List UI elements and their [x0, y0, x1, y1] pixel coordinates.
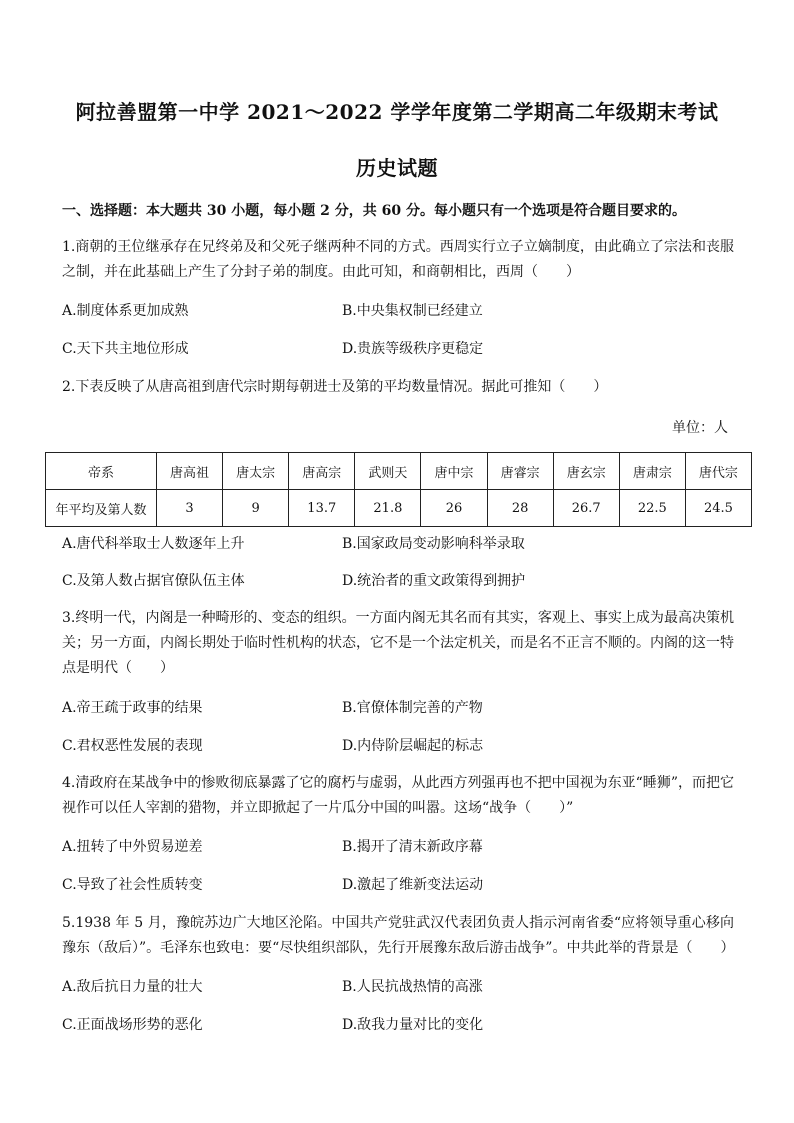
question-3-stem: 3.终明一代，内阁是一种畸形的、变态的组织。一方面内阁无其名而有其实，客观上、事实上成为最高决策机关；另一方面，内阁长期处于临时性机构的状态，它不是一个法定机关，而是名不正言不顺的。内阁的这一特点是明代（ ） [62, 610, 734, 676]
table-emperor-cell: 唐代宗 [685, 453, 751, 490]
table-emperor-cell: 唐肃宗 [619, 453, 685, 490]
table-header-label: 帝系 [46, 453, 157, 490]
question-4-option-c: C.导致了社会性质转变 [62, 877, 203, 893]
question-1-option-d: D.贵族等级秩序更稳定 [342, 341, 484, 357]
question-2-option-a: A.唐代科举取士人数逐年上升 [62, 536, 245, 552]
table-unit-label: 单位：人 [672, 420, 728, 436]
question-1-option-c: C.天下共主地位形成 [62, 341, 189, 357]
question-4-option-a: A.扭转了中外贸易逆差 [62, 839, 203, 855]
question-2-option-d: D.统治者的重文政策得到拥护 [342, 573, 526, 589]
question-1-option-a: A.制度体系更加成熟 [62, 303, 189, 319]
table-emperor-cell: 武则天 [355, 453, 421, 490]
section-instructions: 一、选择题：本大题共 30 小题，每小题 2 分，共 60 分。每小题只有一个选项是符合题目要求的。 [62, 203, 686, 219]
table-value-cell: 26 [421, 490, 487, 527]
question-5-option-a: A.敌后抗日力量的壮大 [62, 979, 203, 995]
question-1-stem: 1.商朝的王位继承存在兄终弟及和父死子继两种不同的方式。西周实行立子立嫡制度，由此确立了宗法和丧服之制，并在此基础上产生了分封子弟的制度。由此可知，和商朝相比，西周（ ） [62, 239, 734, 280]
table-value-cell: 13.7 [289, 490, 355, 527]
question-4-stem: 4.清政府在某战争中的惨败彻底暴露了它的腐朽与虚弱，从此西方列强再也不把中国视为东亚“睡狮”，而把它视作可以任人宰割的猎物，并立即掀起了一片瓜分中国的叫嚣。这场“战争（ ）” [62, 775, 734, 816]
table-emperor-cell: 唐高祖 [157, 453, 223, 490]
question-5-stem: 5.1938 年 5 月，豫皖苏边广大地区沦陷。中国共产党驻武汉代表团负责人指示河南省委“应将领导重心移向豫东（敌后）”。毛泽东也致电：要“尽快组织部队，先行开展豫东敌后游击战争”。中共此举的背景是（ ） [62, 915, 735, 956]
subject-title: 历史试题 [356, 156, 438, 180]
question-5-option-b: B.人民抗战热情的高涨 [342, 979, 483, 995]
table-value-cell: 22.5 [619, 490, 685, 527]
question-3-option-c: C.君权恶性发展的表现 [62, 738, 203, 754]
table-emperor-cell: 唐太宗 [223, 453, 289, 490]
question-3-option-a: A.帝王疏于政事的结果 [62, 700, 203, 716]
table-emperor-cell: 唐睿宗 [487, 453, 553, 490]
table-row-label: 年平均及第人数 [46, 490, 157, 527]
question-5-option-c: C.正面战场形势的恶化 [62, 1017, 203, 1033]
question-2-option-b: B.国家政局变动影响科举录取 [342, 536, 525, 552]
question-3-option-b: B.官僚体制完善的产物 [342, 700, 483, 716]
table-value-row [46, 490, 752, 527]
question-4-option-b: B.揭开了清末新政序幕 [342, 839, 483, 855]
exam-title: 阿拉善盟第一中学 2021～2022 学学年度第二学期高二年级期末考试 [75, 100, 719, 124]
table-value-cell: 28 [487, 490, 553, 527]
question-2-option-c: C.及第人数占据官僚队伍主体 [62, 573, 245, 589]
table-value-cell: 26.7 [553, 490, 619, 527]
jinshi-table [45, 452, 752, 527]
question-1-option-b: B.中央集权制已经建立 [342, 303, 483, 319]
question-4-option-d: D.激起了维新变法运动 [342, 877, 484, 893]
question-2-stem: 2.下表反映了从唐高祖到唐代宗时期每朝进士及第的平均数量情况。据此可推知（ ） [62, 379, 608, 395]
table-emperor-cell: 唐高宗 [289, 453, 355, 490]
question-5-option-d: D.敌我力量对比的变化 [342, 1017, 484, 1033]
table-header-row [46, 453, 752, 490]
table-value-cell: 3 [157, 490, 223, 527]
table-value-cell: 21.8 [355, 490, 421, 527]
table-emperor-cell: 唐中宗 [421, 453, 487, 490]
table-value-cell: 9 [223, 490, 289, 527]
table-emperor-cell: 唐玄宗 [553, 453, 619, 490]
table-value-cell: 24.5 [685, 490, 751, 527]
question-3-option-d: D.内侍阶层崛起的标志 [342, 738, 484, 754]
